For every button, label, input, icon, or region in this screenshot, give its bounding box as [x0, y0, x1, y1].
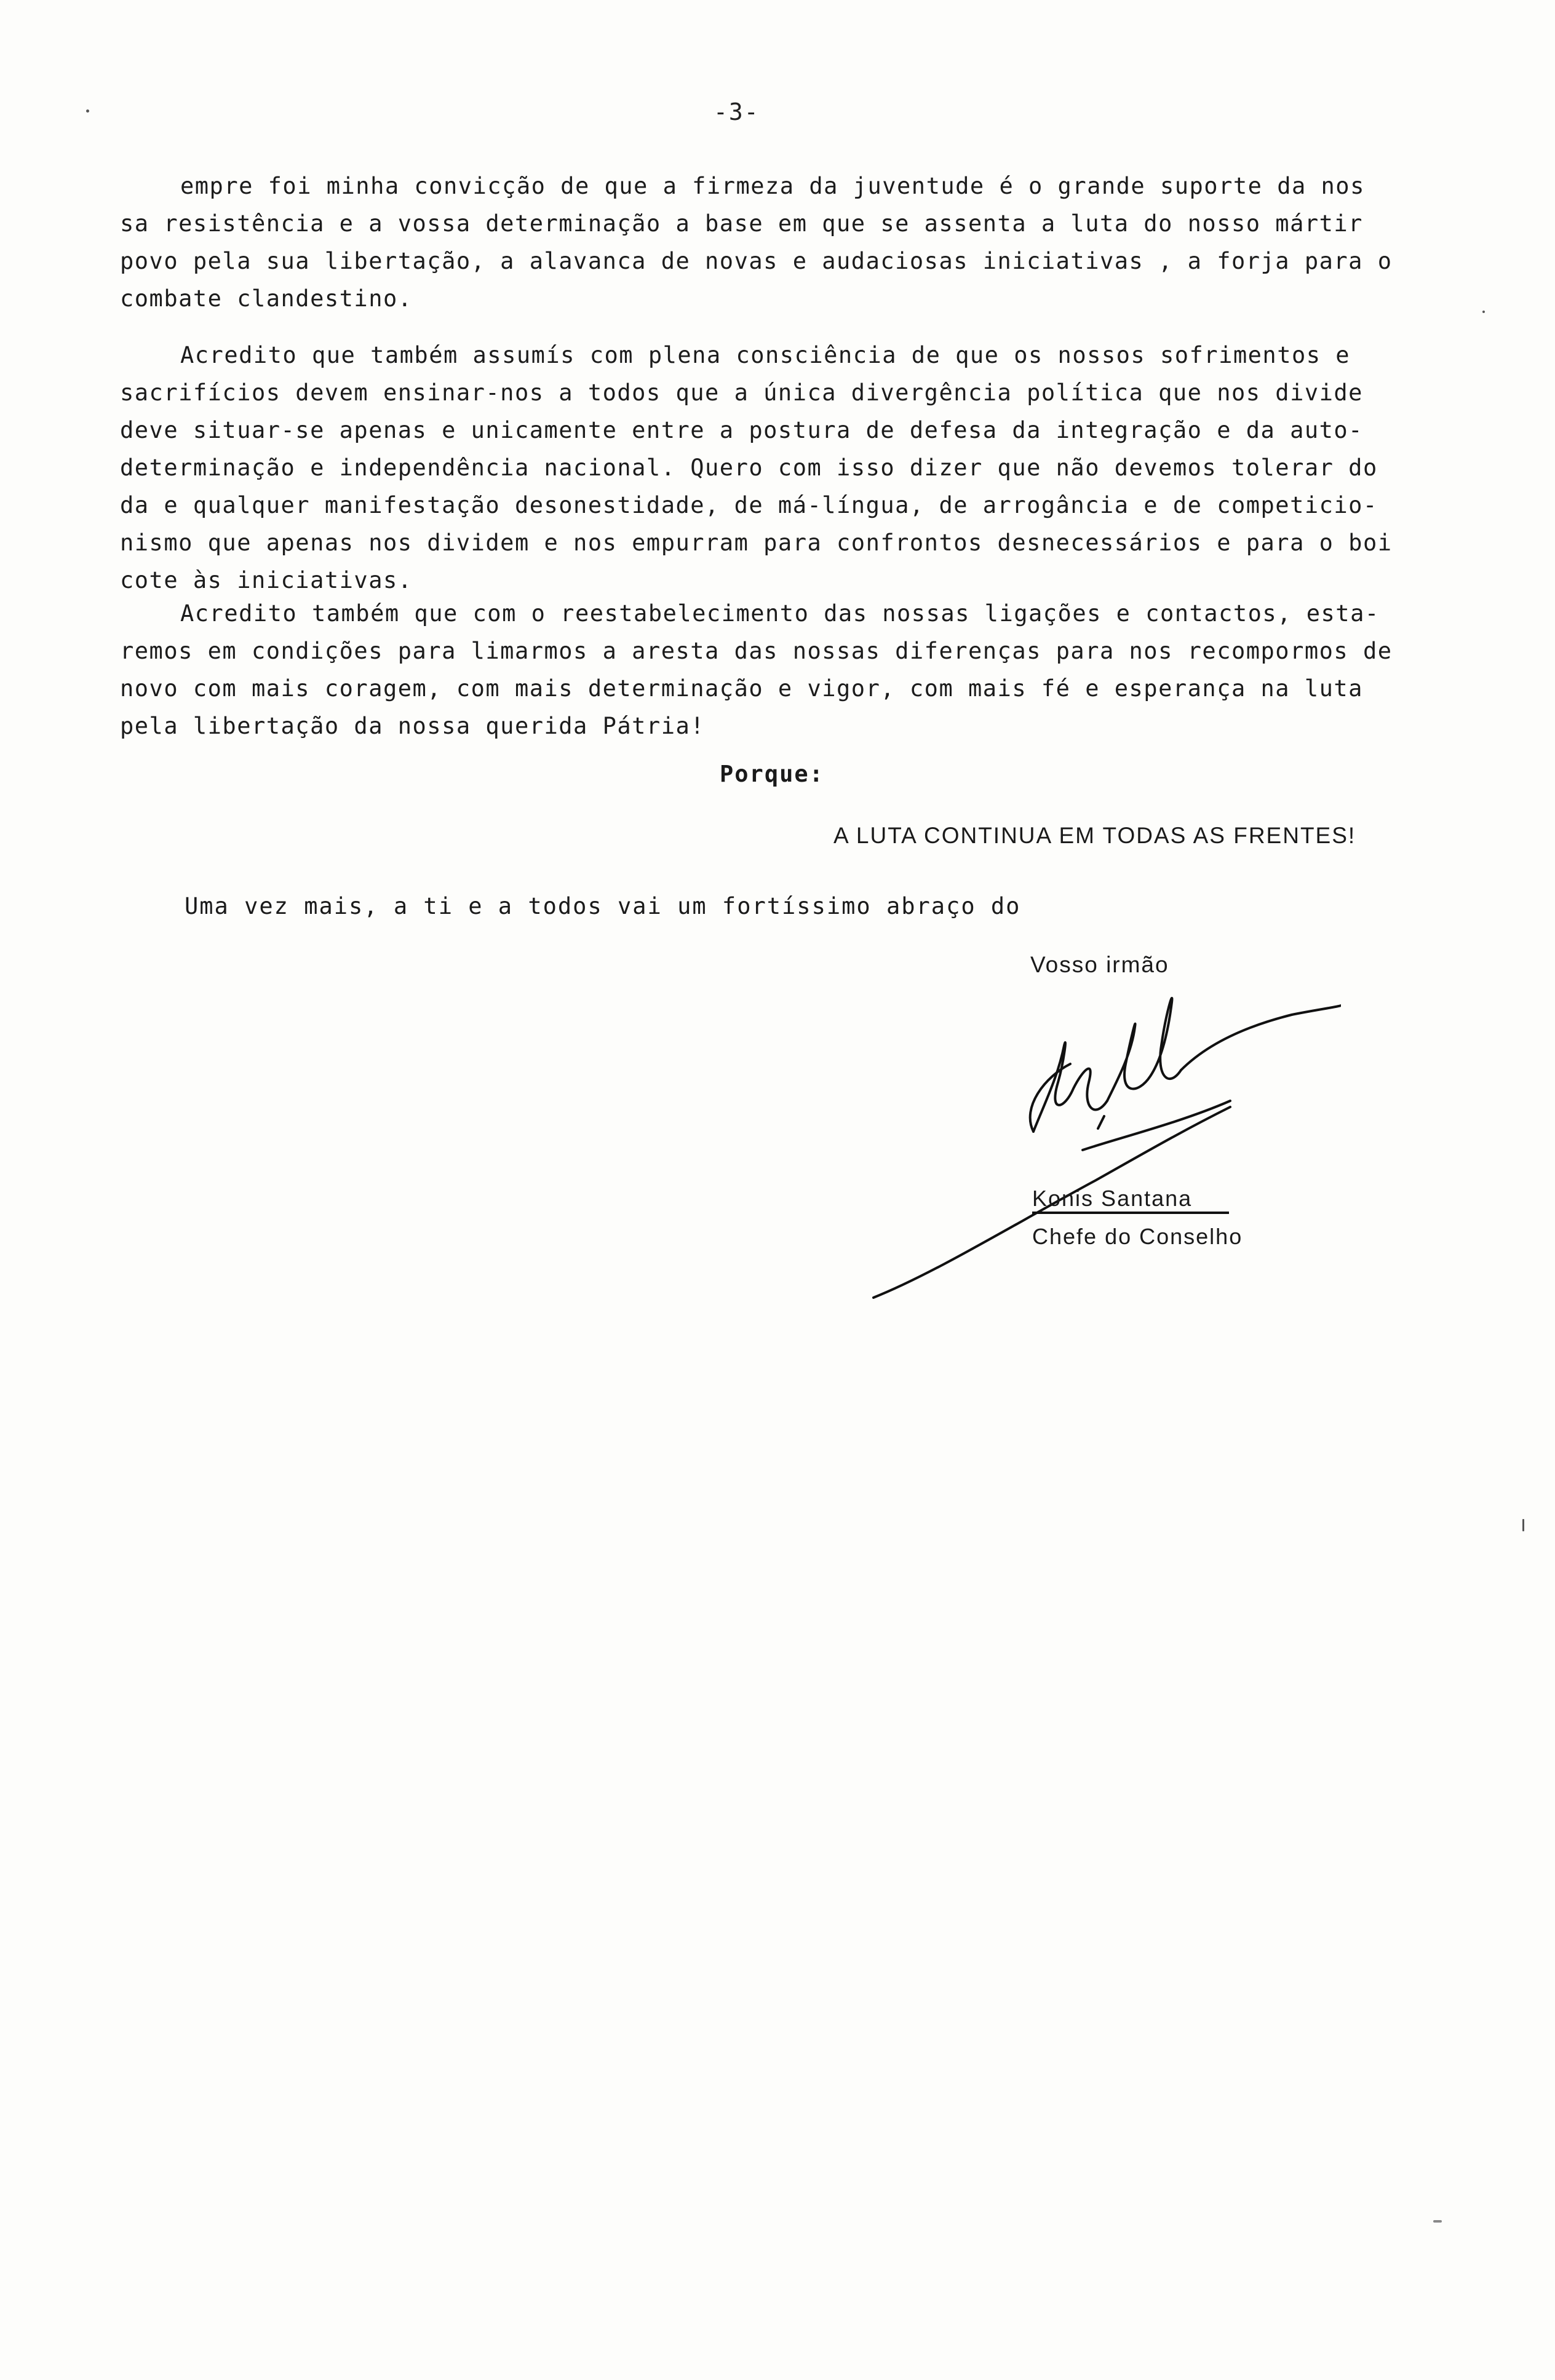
paragraph-1-line: combate clandestino.	[120, 285, 413, 312]
paragraph-1	[120, 167, 1461, 317]
closing-line: Uma vez mais, a ti e a todos vai um fortíssimo abraço do	[185, 893, 1021, 919]
paragraph-3-line: Acredito também que com o reestabelecimento das nossas ligações e contactos, esta-	[180, 600, 1380, 627]
paragraph-2-line: nismo que apenas nos dividem e nos empurram para confrontos desnecessários e para o boi	[120, 530, 1393, 556]
slogan: A LUTA CONTINUA EM TODAS AS FRENTES!	[833, 823, 1356, 848]
porque-label: Porque:	[720, 761, 824, 787]
paper-speck	[1482, 311, 1485, 313]
handwritten-signature	[861, 953, 1341, 1310]
signatory-name: Konis Santana	[1032, 1186, 1229, 1214]
paragraph-3-line: novo com mais coragem, com mais determinação e vigor, com mais fé e esperança na luta	[120, 675, 1363, 702]
paragraph-1-line: sa resistência e a vossa determinação a base em que se assenta a luta do nosso mártir	[120, 210, 1363, 237]
paragraph-2-line: da e qualquer manifestação desonestidade, de má-língua, de arrogância e de competicio-	[120, 492, 1378, 518]
signatory-title: Chefe do Conselho	[1032, 1224, 1243, 1249]
paragraph-2-line: sacrifícios devem ensinar-nos a todos que a única divergência política que nos divide	[120, 379, 1363, 406]
paragraph-2-line: Acredito que também assumís com plena consciência de que os nossos sofrimentos e	[180, 342, 1351, 368]
paragraph-2-line: determinação e independência nacional. Quero com isso dizer que não devemos tolerar do	[120, 454, 1378, 481]
paper-speck	[1433, 2220, 1442, 2223]
paragraph-1-line: povo pela sua libertação, a alavanca de novas e audaciosas iniciativas , a forja para o	[120, 248, 1393, 274]
paragraph-3-line: pela libertação da nossa querida Pátria!	[120, 713, 706, 739]
paragraph-2-line: deve situar-se apenas e unicamente entre a postura de defesa da integração e da auto-	[120, 417, 1363, 443]
paper-speck	[86, 109, 89, 113]
paragraph-2	[120, 336, 1461, 599]
paragraph-2-line: cote às iniciativas.	[120, 567, 413, 593]
page-number: -3-	[714, 98, 760, 125]
salutation: Vosso irmão	[1030, 952, 1169, 977]
paragraph-3-line: remos em condições para limarmos a aresta das nossas diferenças para nos recompormos de	[120, 638, 1393, 664]
paper-speck	[1522, 1519, 1524, 1531]
paragraph-1-line: empre foi minha convicção de que a firmeza da juventude é o grande suporte da nos	[180, 173, 1365, 199]
paragraph-3	[120, 595, 1461, 745]
